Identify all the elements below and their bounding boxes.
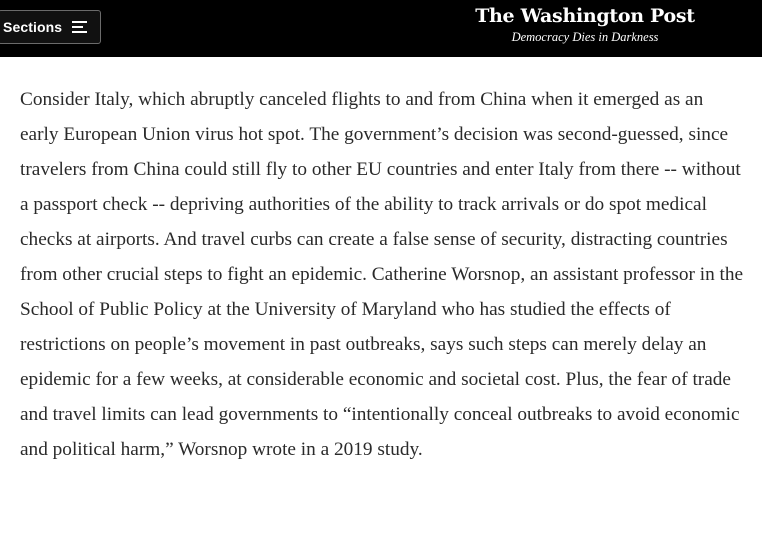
sections-label: Sections	[3, 19, 63, 35]
site-tagline: Democracy Dies in Darkness	[511, 30, 659, 44]
article-body	[20, 82, 745, 467]
site-header	[0, 0, 762, 57]
hamburger-icon	[72, 21, 87, 33]
masthead[interactable]	[470, 3, 700, 44]
sections-button[interactable]	[0, 10, 101, 44]
article-paragraph: Consider Italy, which abruptly canceled flights to and from China when it emerged as an early European Union virus hot spot. The government’s decision was second-guessed, since travelers from China could still fly to other EU countries and enter Italy from there -- without a passport check -- depriving authorities of the ability to track arrivals or do spot medical checks at airports. And travel curbs can create a false sense of security, distracting countries from other crucial steps to fight an epidemic. Catherine Worsnop, an assistant professor in the School of Public Policy at the University of Maryland who has studied the effects of restrictions on people’s movement in past outbreaks, says such steps can merely delay an epidemic for a few weeks, at considerable economic and societal cost. Plus, the fear of trade and travel limits can lead governments to “intentionally conceal outbreaks to avoid economic and political harm,” Worsnop wrote in a 2019 study.	[20, 89, 744, 460]
site-logo[interactable]: The Washington Post	[475, 5, 695, 27]
